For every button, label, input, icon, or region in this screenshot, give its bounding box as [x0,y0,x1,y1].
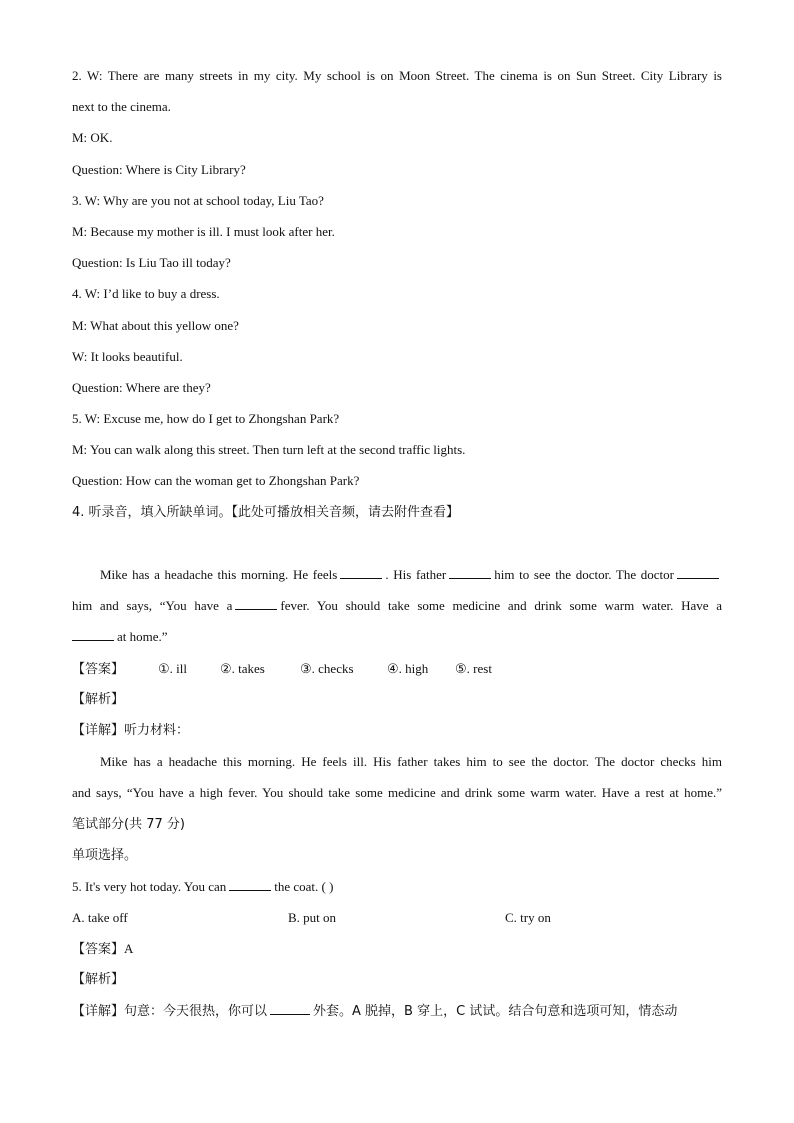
answer-blank [229,878,271,891]
transcript-question: Question: Where is City Library? [72,161,246,177]
options-row [72,908,722,939]
answer-value: A [124,941,134,957]
answer-blank-3 [677,566,719,579]
section-heading: 笔试部分(共 77 分) [72,816,185,832]
option-c: C. try on [505,910,551,926]
transcript-question: Question: How can the woman get to Zhongshan Park? [72,473,360,489]
option-a: A. take off [72,910,128,926]
analysis-tag: 【解析】 [72,972,125,988]
answer-blank-4 [235,597,277,610]
detail-heading: 【详解】听力材料： [72,722,190,738]
answer-row [72,939,722,970]
document-page [72,66,722,1033]
answer-item: ⑤. rest [455,660,492,676]
transcript-line: M: You can walk along this street. Then turn left at the second traffic lights. [72,442,466,458]
answer-tag: 【答案】 [72,942,125,958]
transcript-line: 4. W: I’d like to buy a dress. [72,286,220,302]
transcript-question: Question: Where are they? [72,379,211,395]
transcript-question: Question: Is Liu Tao ill today? [72,255,231,271]
detail-text-line: 【详解】句意：今天很热，你可以 外套。A 脱掉，B 穿上，C 试试。结合句意和选项可知，情态动 [72,1003,678,1019]
answer-blank-1 [340,566,382,579]
answer-row [72,659,722,690]
transcript-line: next to the cinema. [72,99,171,115]
transcript-line: M: OK. [72,130,113,146]
answer-item: ③. checks [300,660,354,676]
cloze-paragraph-line-1: Mike has a headache this morning. He feels . His father him to see the doctor. The doctor [72,565,722,596]
transcript-line: M: Because my mother is ill. I must look after her. [72,223,335,239]
cloze-paragraph-line-3: at home.” [72,627,722,658]
option-b: B. put on [288,910,337,926]
cloze-paragraph-line-2: him and says, “You have a fever. You should take some medicine and drink some warm water. Have a [72,598,722,614]
answer-blank-5 [72,628,114,641]
transcript-line: W: It looks beautiful. [72,348,183,364]
answer-blank-2 [449,566,491,579]
detail-text-line: Mike has a headache this morning. He feels ill. His father takes him to see the doctor. The doctor checks him [100,754,722,770]
question-5-stem: 5. It's very hot today. You can the coat. ( ) [72,878,334,894]
detail-text-line: and says, “You have a high fever. You should take some medicine and drink some warm water. Have a rest at home.” [72,785,722,801]
answer-item: ②. takes [220,660,265,676]
answer-blank [270,1002,310,1015]
transcript-line: M: What about this yellow one? [72,317,239,333]
question-4-title: 4. 听录音，填入所缺单词。【此处可播放相关音频，请去附件查看】 [72,504,460,520]
transcript-line: 3. W: Why are you not at school today, Liu Tao? [72,192,324,208]
subsection-heading: 单项选择。 [72,847,138,863]
transcript-line: 2. W: There are many streets in my city. My school is on Moon Street. The cinema is on Sun Street. City Library is [72,68,722,83]
transcript-line: 5. W: Excuse me, how do I get to Zhongshan Park? [72,411,340,427]
analysis-tag: 【解析】 [72,691,125,707]
detail-tag: 【详解】 [72,1003,125,1019]
answer-item: ④. high [387,660,429,676]
answer-tag: 【答案】 [72,661,125,677]
answer-item: ①. ill [158,660,187,676]
